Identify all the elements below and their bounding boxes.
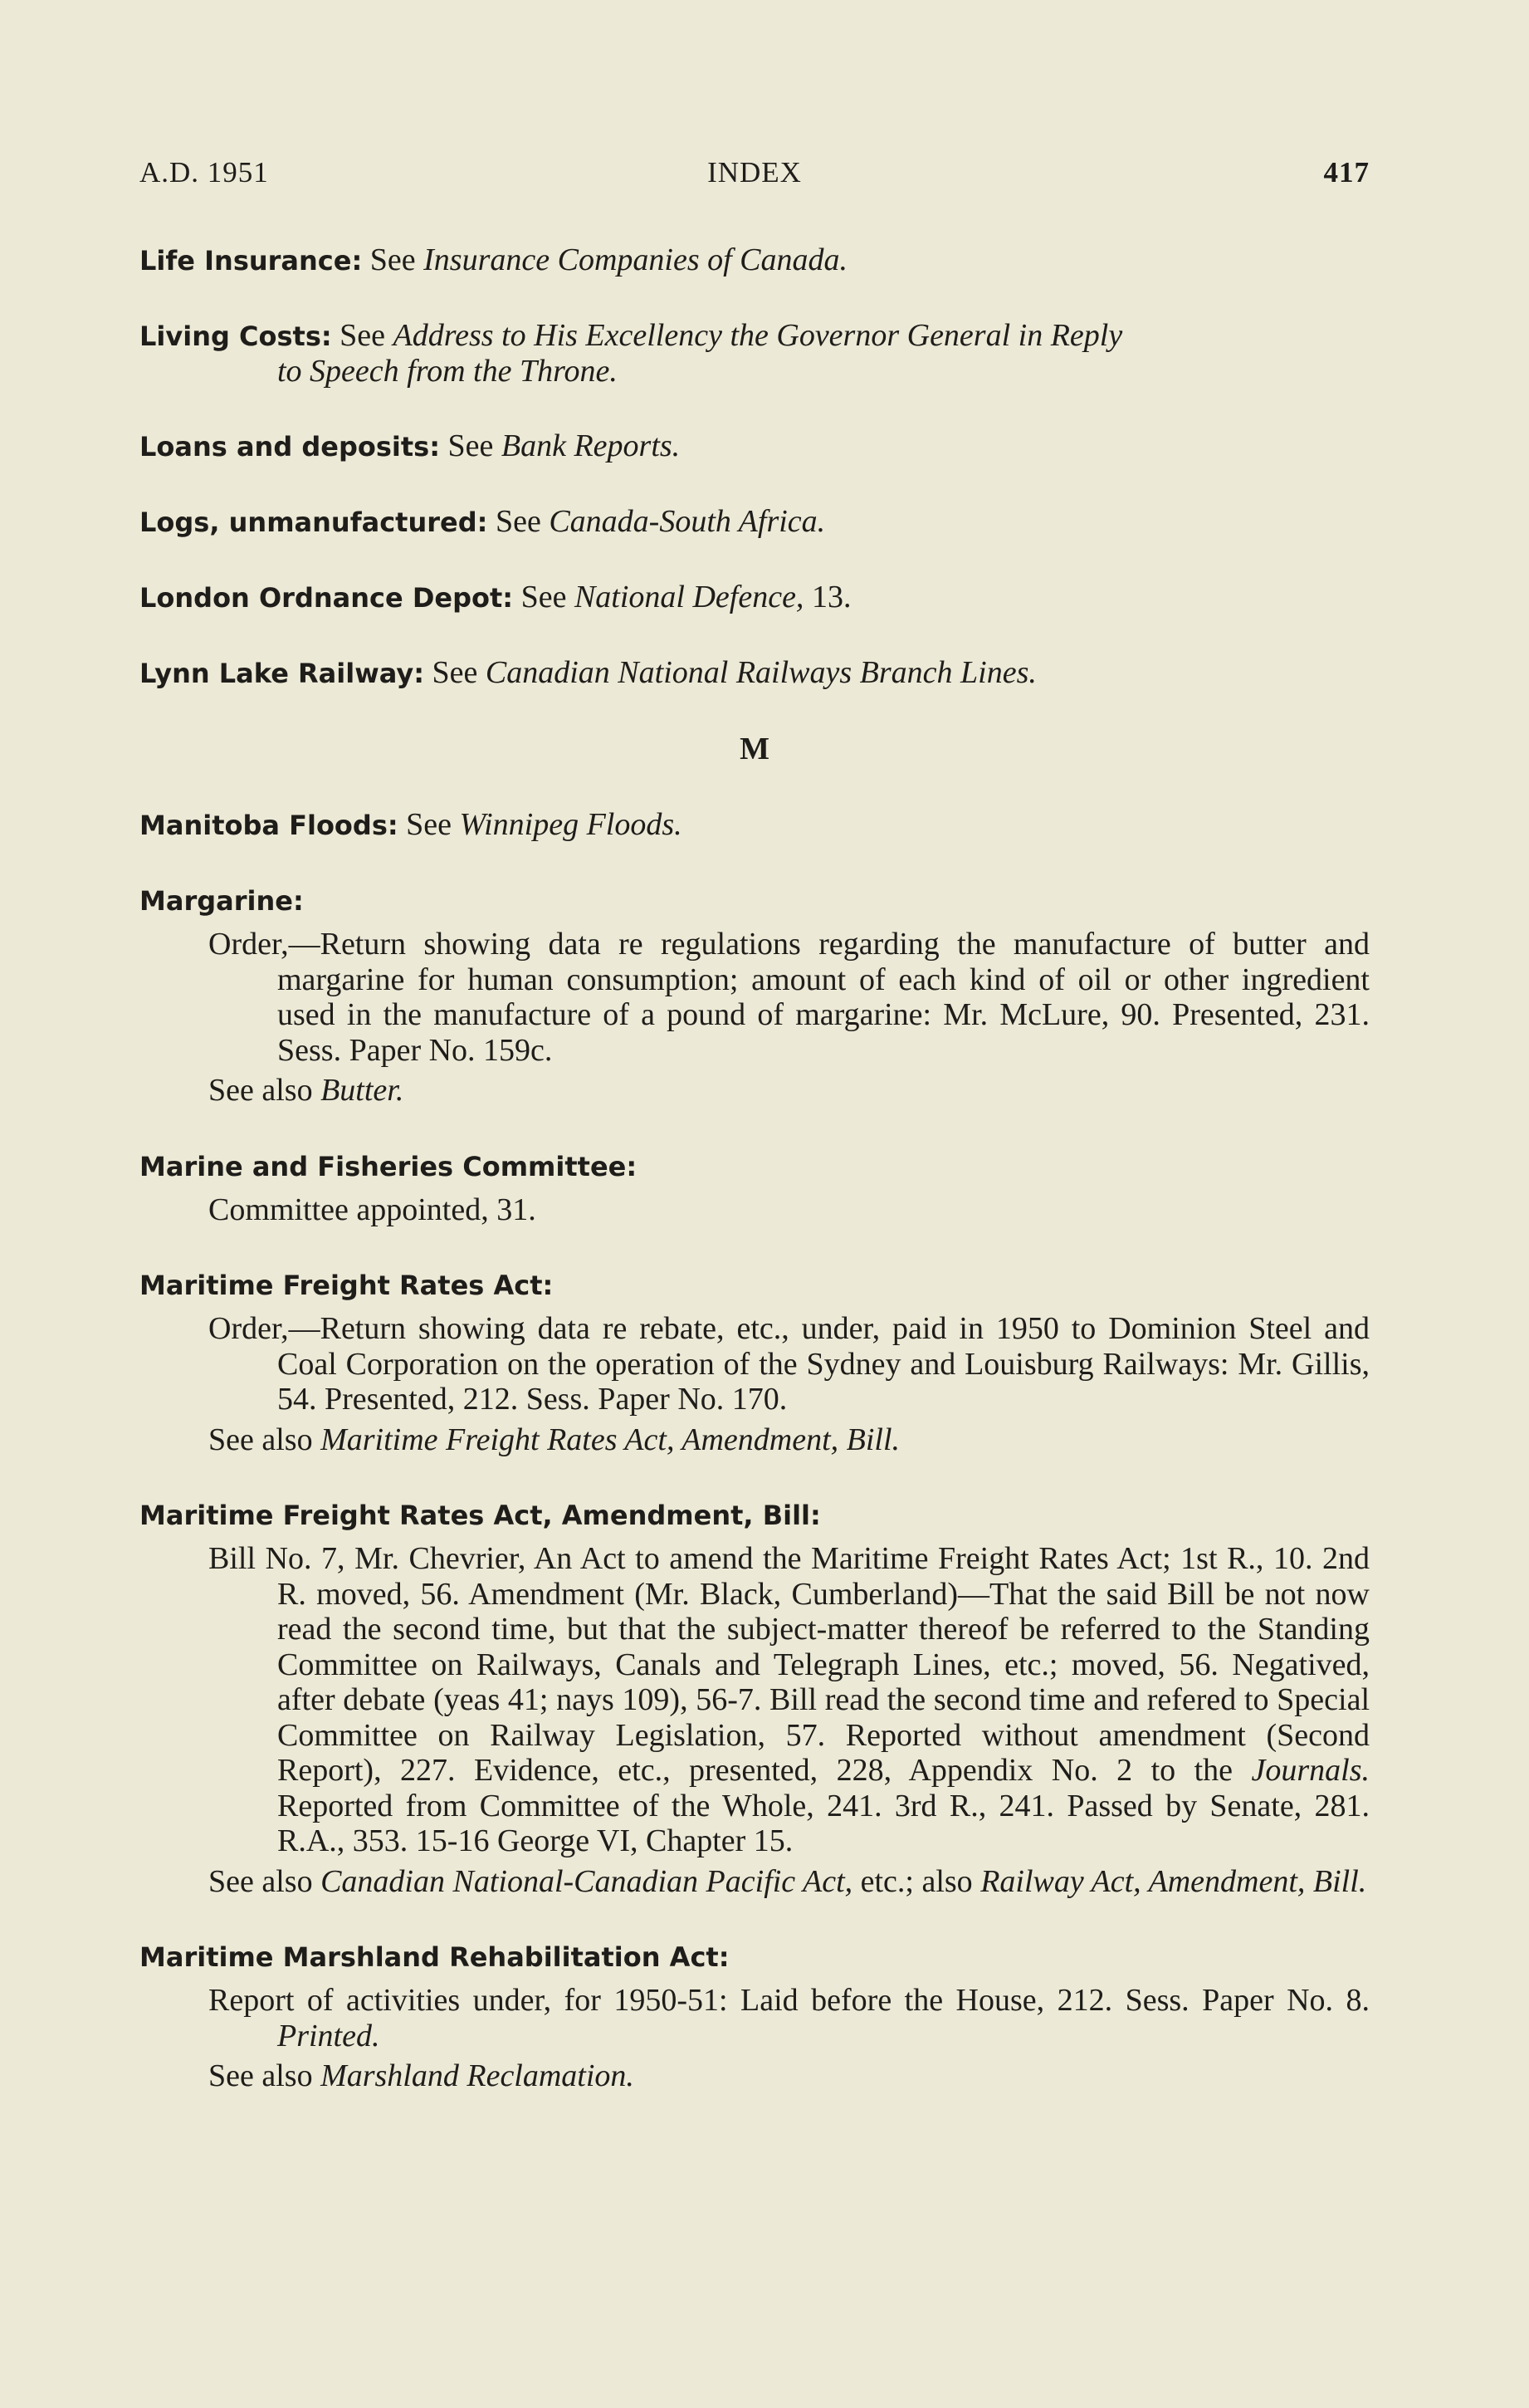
- cross-reference: Maritime Freight Rates Act, Amendment, Bill.: [320, 1422, 901, 1457]
- index-entry: [139, 1497, 1370, 1899]
- header-year: A.D. 1951: [139, 156, 269, 188]
- index-entry: [139, 580, 1370, 615]
- entry-headword: Manitoba Floods:: [139, 810, 398, 841]
- cross-reference: National Defence,: [574, 580, 804, 614]
- subentry-order: Order,—Return showing data re rebate, etc., under, paid in 1950 to Dominion Steel and Coal Corporation on the operation of the Sydney and Louisburg Railways: Mr. Gillis, 54. Presented, 212. Sess. Paper No. 170.: [208, 1311, 1370, 1417]
- see-also-label: See also: [208, 1863, 321, 1899]
- see-also-label: See also: [208, 1422, 321, 1457]
- cross-reference: Bank Reports.: [501, 428, 681, 463]
- see-also: [139, 1422, 1370, 1458]
- cross-reference: Canadian National-Canadian Pacific Act,: [320, 1863, 853, 1899]
- bill-history-cont: Reported from Committee of the Whole, 241. 3rd R., 241. Passed by Senate, 281. R.A., 353. 15-16 George VI, Chapter 15.: [277, 1788, 1370, 1858]
- subentry-report: [139, 1983, 1370, 2053]
- entry-headword: Loans and deposits:: [139, 431, 441, 463]
- index-entry: [139, 807, 1370, 843]
- see-also: [139, 1864, 1370, 1900]
- index-entry: [139, 655, 1370, 691]
- subentry: Committee appointed, 31.: [208, 1192, 536, 1227]
- bill-history: Bill No. 7, Mr. Chevrier, An Act to amend the Maritime Freight Rates Act; 1st R., 10. 2nd R. moved, 56. Amendment (Mr. Black, Cumberland)—That the said Bill be not now read the second time, but that the subject-matter thereof be referred to the Standing Committee on Railways, Canals and Telegraph Lines, etc.; moved, 56. Negatived, after debate (yeas 41; nays 109), 56-7. Bill read the second time and refered to Special Committee on Railway Legislation, 57. Reported without amendment (Second Report), 227. Evidence, etc., presented, 228, Appendix No. 2 to the: [208, 1541, 1370, 1788]
- see-also-mid: etc.; also: [852, 1863, 981, 1899]
- see-also-label: See also: [208, 2058, 321, 2093]
- see-label: See: [432, 655, 486, 690]
- index-entry: [139, 883, 1370, 1109]
- index-entry: [139, 1267, 1370, 1457]
- entry-headword: Maritime Freight Rates Act:: [139, 1270, 554, 1301]
- see-label: See: [520, 580, 574, 614]
- index-entry: [139, 504, 1370, 540]
- running-header: [139, 156, 1370, 198]
- see-label: See: [447, 428, 501, 463]
- index-entry: [139, 1939, 1370, 2094]
- header-title: INDEX: [707, 156, 802, 188]
- printed-label: Printed.: [277, 2018, 380, 2053]
- see-label: See: [406, 807, 460, 842]
- entry-headword: Lynn Lake Railway:: [139, 658, 425, 689]
- entry-headword: Living Costs:: [139, 321, 332, 352]
- see-label: See: [369, 242, 424, 277]
- entry-headword: Maritime Marshland Rehabilitation Act:: [139, 1941, 730, 1973]
- cross-reference: Winnipeg Floods.: [459, 807, 682, 842]
- index-entry: [139, 428, 1370, 464]
- page-number: 417: [1323, 156, 1370, 188]
- see-label: See: [495, 504, 550, 539]
- cross-reference: Marshland Reclamation.: [320, 2058, 634, 2093]
- entry-headword: Life Insurance:: [139, 245, 363, 277]
- index-entry: [139, 1148, 1370, 1228]
- index-entry: [139, 242, 1370, 278]
- cross-reference: Insurance Companies of Canada.: [423, 242, 848, 277]
- see-also: [139, 2058, 1370, 2094]
- cross-reference-continued: to Speech from the Throne.: [277, 354, 618, 389]
- entry-headword: London Ordnance Depot:: [139, 582, 514, 614]
- section-letter: M: [740, 732, 769, 766]
- entry-headword: Marine and Fisheries Committee:: [139, 1150, 637, 1182]
- see-also: [139, 1073, 1370, 1109]
- entry-headword: Margarine:: [139, 885, 304, 917]
- cross-reference: Canada-South Africa.: [549, 504, 826, 539]
- see-also-label: See also: [208, 1073, 321, 1108]
- report-text: Report of activities under, for 1950-51: Laid before the House, 212. Sess. Paper No. 8.: [208, 1983, 1370, 2018]
- cross-reference: Butter.: [320, 1073, 404, 1108]
- index-entries: [139, 242, 1370, 2134]
- cross-reference: Canadian National Railways Branch Lines.: [485, 655, 1037, 690]
- page-ref: 13.: [804, 580, 852, 614]
- entry-headword: Maritime Freight Rates Act, Amendment, Bill:: [139, 1500, 821, 1531]
- cross-reference: Railway Act, Amendment, Bill.: [980, 1863, 1367, 1899]
- subentry-bill: [139, 1541, 1370, 1859]
- index-entry: [139, 318, 1370, 389]
- see-label: See: [340, 318, 393, 353]
- cross-reference: Address to His Excellency the Governor General in Reply: [393, 318, 1123, 353]
- entry-headword: Logs, unmanufactured:: [139, 507, 488, 538]
- subentry-order: Order,—Return showing data re regulations regarding the manufacture of butter and margarine for human consumption; amount of each kind of oil or other ingredient used in the manufacture of a pound of margarine: Mr. McLure, 90. Presented, 231. Sess. Paper No. 159c.: [208, 927, 1370, 1068]
- journals-ref: Journals.: [1251, 1753, 1370, 1788]
